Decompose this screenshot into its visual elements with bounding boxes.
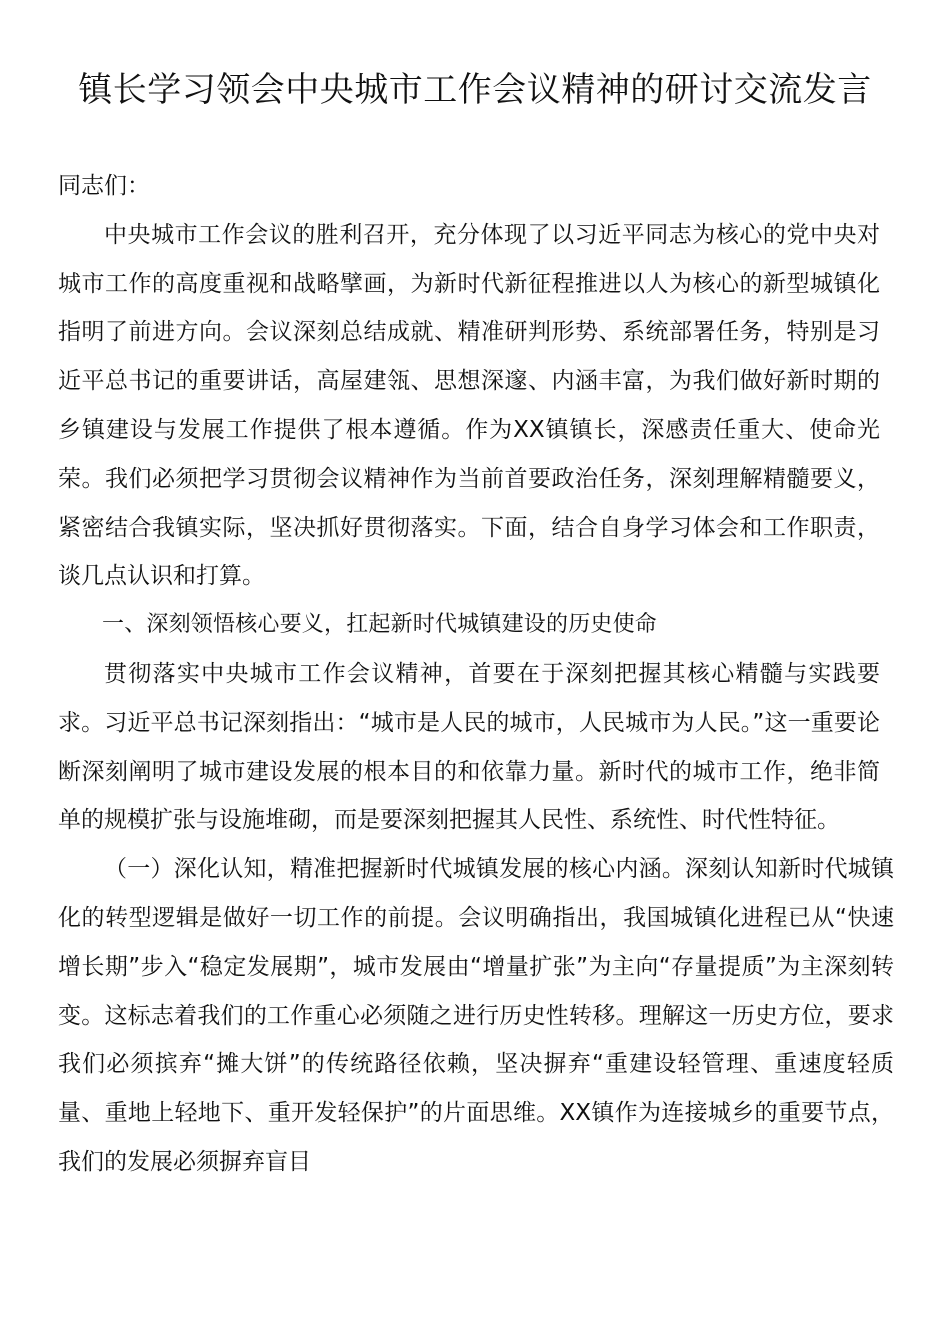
paragraph-intro: 中央城市工作会议的胜利召开，充分体现了以习近平同志为核心的党中央对城市工作的高度重视和战略擘画，为新时代新征程推进以人为核心的新型城镇化指明了前进方向。会议深刻总结成就、精准研判形势、系统部署任务，特别是习近平总书记的重要讲话，高屋建瓴、思想深邃、内涵丰富，为我们做好新时期的乡镇建设与发展工作提供了根本遵循。作为XX镇镇长，深感责任重大、使命光荣。我们必须把学习贯彻会议精神作为当前首要政治任务，深刻理解精髓要义，紧密结合我镇实际，坚决抓好贯彻落实。下面，结合自身学习体会和工作职责，谈几点认识和打算。: [58, 221, 880, 590]
section-heading: 一、深刻领悟核心要义，扛起新时代城镇建设的历史使命: [102, 612, 658, 638]
document-body: [58, 162, 894, 1187]
greeting: 同志们：: [58, 173, 150, 199]
paragraph-deepen-understanding: （一）深化认知，精准把握新时代城镇发展的核心内涵。深刻认知新时代城镇化的转型逻辑是做好一切工作的前提。会议明确指出，我国城镇化进程已从“快速增长期”步入“稳定发展期”，城市发展由“增量扩张”为主向“存量提质”为主深刻转变。这标志着我们的工作重心必须随之进行历史性转移。理解这一历史方位，要求我们必须摈弃“摊大饼”的传统路径依赖，坚决摒弃“重建设轻管理、重速度轻质量、重地上轻地下、重开发轻保护”的片面思维。XX镇作为连接城乡的重要节点，我们的发展必须摒弃盲目: [58, 856, 894, 1175]
document-title: 镇长学习领会中央城市工作会议精神的研讨交流发言: [78, 70, 872, 110]
paragraph-core-essence: 贯彻落实中央城市工作会议精神，首要在于深刻把握其核心精髓与实践要求。习近平总书记深刻指出：“城市是人民的城市，人民城市为人民。”这一重要论断深刻阐明了城市建设发展的根本目的和依靠力量。新时代的城市工作，绝非简单的规模扩张与设施堆砌，而是要深刻把握其人民性、系统性、时代性特征。: [58, 660, 880, 834]
